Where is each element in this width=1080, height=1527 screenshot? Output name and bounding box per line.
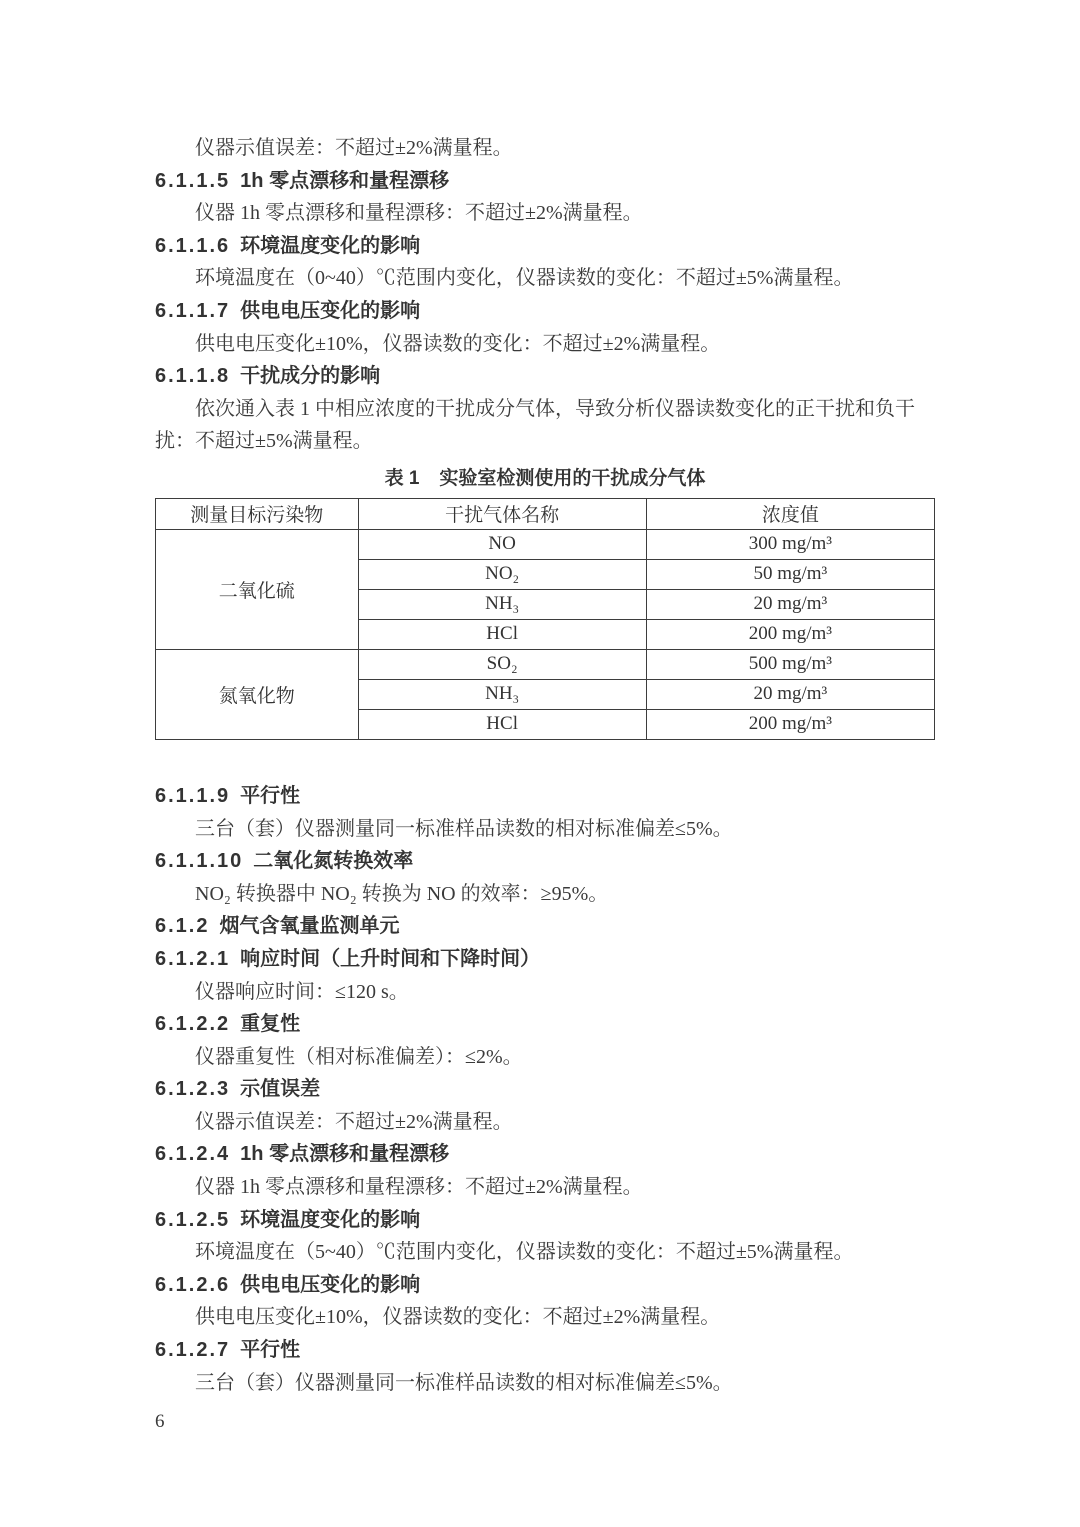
heading-6-1-2-6	[155, 1269, 935, 1302]
heading-6-1-2-4	[155, 1138, 935, 1171]
heading-number: 6.1.1.7	[155, 299, 231, 322]
heading-6-1-1-8	[155, 360, 935, 393]
table-caption	[155, 466, 935, 492]
paragraph: NO₂ 转换器中 NO₂ 转换为 NO 的效率：≥95%。	[195, 882, 609, 905]
heading-number: 6.1.2.2	[155, 1013, 231, 1036]
gas-cell: SO₂	[358, 649, 646, 679]
heading-number: 6.1.2.4	[155, 1143, 231, 1166]
paragraph: 仪器重复性（相对标准偏差）：≤2%。	[195, 1045, 523, 1068]
heading-number: 6.1.2.6	[155, 1273, 231, 1296]
heading-number: 6.1.1.5	[155, 169, 231, 192]
paragraph: 仪器示值误差：不超过±2%满量程。	[195, 1110, 513, 1133]
heading-title: 供电电压变化的影响	[240, 299, 421, 322]
header-cell-pollutant: 测量目标污染物	[156, 498, 359, 529]
paragraph: 仪器响应时间：≤120 s。	[195, 980, 409, 1003]
heading-title: 二氧化氮转换效率	[253, 850, 414, 873]
table-caption-label: 表 1	[384, 467, 420, 489]
heading-number: 6.1.1.9	[155, 784, 231, 807]
heading-title: 响应时间（上升时间和下降时间）	[240, 947, 541, 970]
gas-cell: NH₃	[358, 679, 646, 709]
heading-number: 6.1.1.6	[155, 234, 231, 257]
value-cell: 20 mg/m³	[646, 589, 934, 619]
value-cell: 50 mg/m³	[646, 559, 934, 589]
heading-title: 平行性	[240, 784, 301, 807]
heading-title: 环境温度变化的影响	[240, 1208, 421, 1231]
gas-cell: NO	[358, 529, 646, 559]
value-cell: 200 mg/m³	[646, 619, 934, 649]
header-cell-gas-name: 干扰气体名称	[358, 498, 646, 529]
paragraph: 仪器 1h 零点漂移和量程漂移：不超过±2%满量程。	[195, 1176, 643, 1199]
heading-6-1-1-9	[155, 780, 935, 813]
table-row	[156, 529, 935, 559]
paragraph: 供电电压变化±10%，仪器读数的变化：不超过±2%满量程。	[195, 332, 721, 355]
heading-title: 环境温度变化的影响	[240, 234, 421, 257]
heading-number: 6.1.2.5	[155, 1208, 231, 1231]
heading-title: 重复性	[240, 1013, 301, 1036]
heading-6-1-2-5	[155, 1204, 935, 1237]
header-cell-concentration: 浓度值	[646, 498, 934, 529]
paragraph: 供电电压变化±10%，仪器读数的变化：不超过±2%满量程。	[195, 1306, 721, 1329]
heading-6-1-2-3	[155, 1073, 935, 1106]
paragraph: 环境温度在（5~40）℃范围内变化，仪器读数的变化：不超过±5%满量程。	[195, 1241, 854, 1264]
heading-number: 6.1.2.1	[155, 947, 231, 970]
paragraph: 仪器 1h 零点漂移和量程漂移：不超过±2%满量程。	[195, 202, 643, 225]
paragraph: 三台（套）仪器测量同一标准样品读数的相对标准偏差≤5%。	[195, 817, 733, 840]
heading-6-1-2	[155, 910, 935, 943]
interference-gas-table	[155, 498, 935, 740]
heading-title: 1h 零点漂移和量程漂移	[240, 1143, 450, 1166]
paragraph: 环境温度在（0~40）℃范围内变化，仪器读数的变化：不超过±5%满量程。	[195, 267, 854, 290]
heading-6-1-1-10	[155, 845, 935, 878]
gas-cell: NH₃	[358, 589, 646, 619]
heading-title: 烟气含氧量监测单元	[219, 915, 400, 938]
heading-6-1-1-5	[155, 165, 935, 198]
paragraph: 仪器示值误差：不超过±2%满量程。	[195, 137, 513, 159]
heading-number: 6.1.2.7	[155, 1339, 231, 1362]
heading-6-1-2-7	[155, 1334, 935, 1367]
heading-number: 6.1.2	[155, 915, 210, 938]
page-number: 6	[155, 1411, 165, 1433]
table-caption-text: 实验室检测使用的干扰成分气体	[439, 467, 706, 489]
heading-title: 供电电压变化的影响	[240, 1273, 421, 1296]
heading-title: 示值误差	[240, 1078, 321, 1101]
heading-title: 1h 零点漂移和量程漂移	[240, 169, 450, 192]
heading-6-1-1-6	[155, 230, 935, 263]
pollutant-cell: 氮氧化物	[156, 649, 359, 739]
pollutant-cell: 二氧化硫	[156, 529, 359, 649]
value-cell: 200 mg/m³	[646, 709, 934, 739]
heading-number: 6.1.2.3	[155, 1078, 231, 1101]
heading-6-1-2-2	[155, 1008, 935, 1041]
heading-6-1-1-7	[155, 295, 935, 328]
gas-cell: NO₂	[358, 559, 646, 589]
heading-number: 6.1.1.8	[155, 365, 231, 388]
heading-number: 6.1.1.10	[155, 850, 244, 873]
value-cell: 300 mg/m³	[646, 529, 934, 559]
heading-title: 平行性	[240, 1339, 301, 1362]
gas-cell: HCl	[358, 709, 646, 739]
heading-6-1-2-1	[155, 943, 935, 976]
table-header-row	[156, 498, 935, 529]
value-cell: 500 mg/m³	[646, 649, 934, 679]
table-row	[156, 649, 935, 679]
paragraph: 三台（套）仪器测量同一标准样品读数的相对标准偏差≤5%。	[195, 1371, 733, 1394]
value-cell: 20 mg/m³	[646, 679, 934, 709]
heading-title: 干扰成分的影响	[240, 365, 381, 388]
gas-cell: HCl	[358, 619, 646, 649]
paragraph: 依次通入表 1 中相应浓度的干扰成分气体，导致分析仪器读数变化的正干扰和负干扰：不超过±5%满量程。	[155, 397, 915, 453]
